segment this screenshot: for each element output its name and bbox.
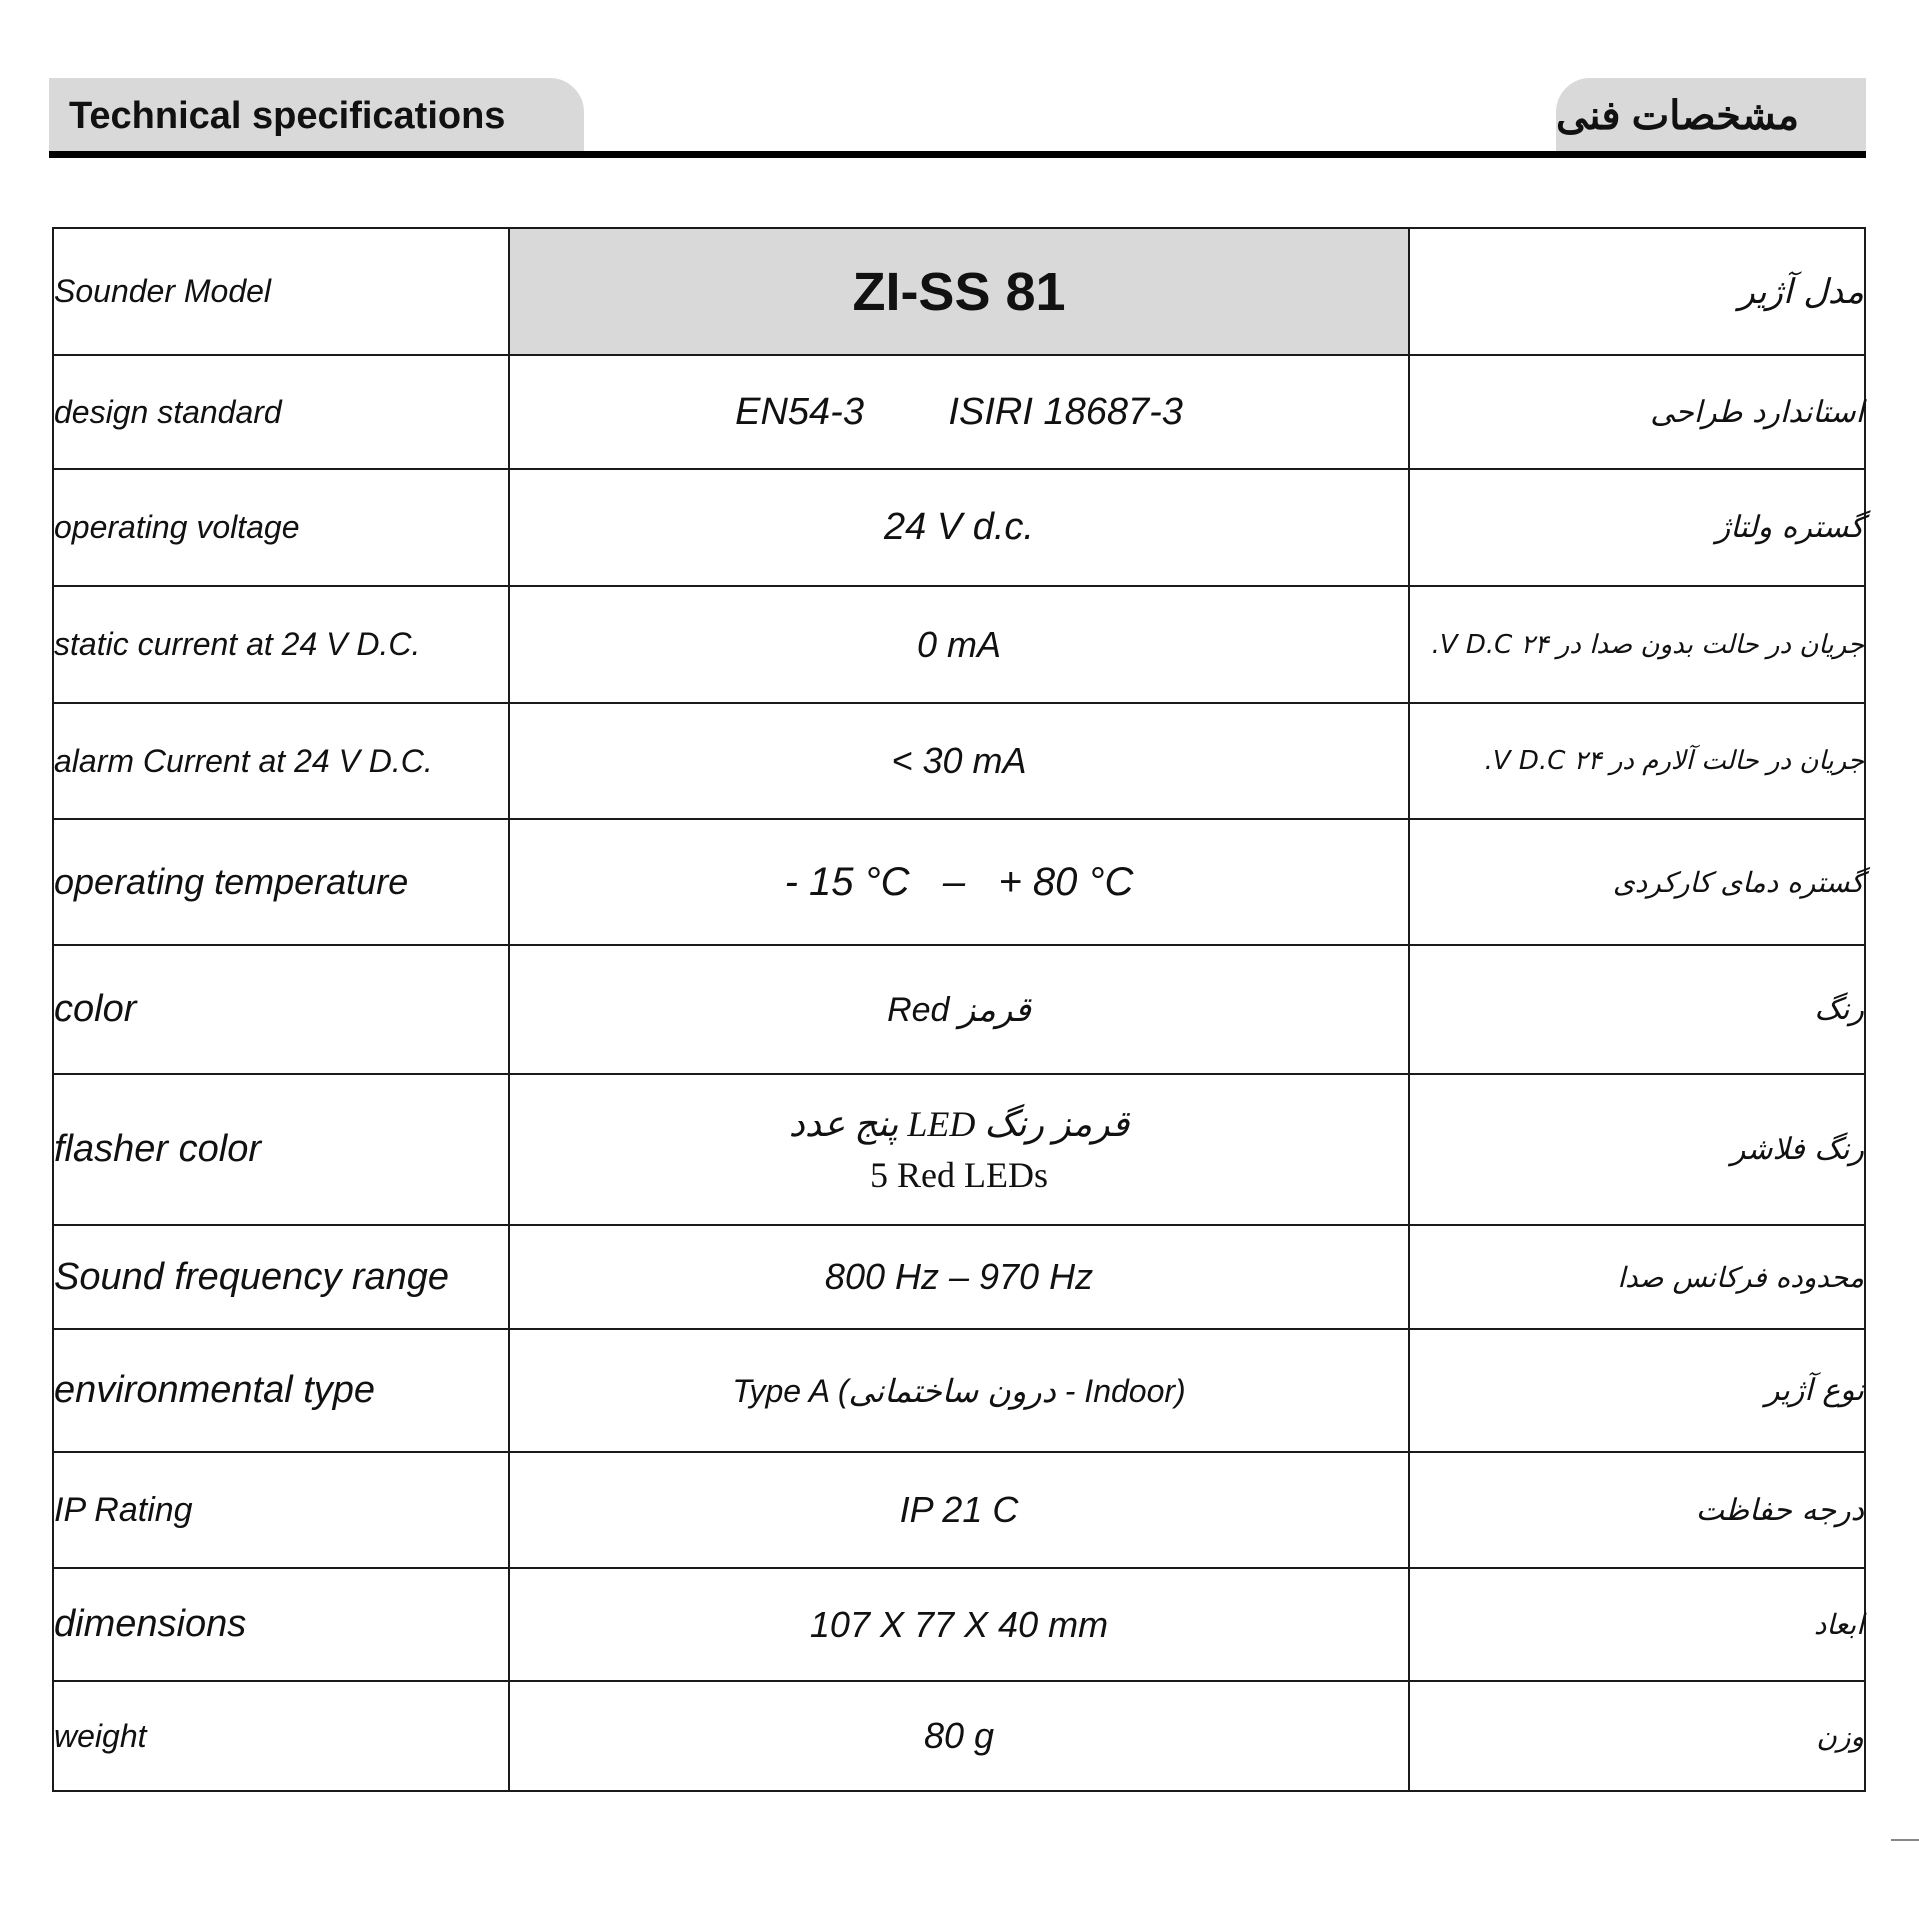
spec-row-standard bbox=[53, 355, 1865, 469]
spec-label-fa: مدل آژیر bbox=[1409, 228, 1865, 355]
spec-label-en: environmental type bbox=[53, 1329, 509, 1452]
spec-value: 24 V d.c. bbox=[509, 469, 1409, 586]
spec-row-voltage bbox=[53, 469, 1865, 586]
spec-label-fa: جریان در حالت بدون صدا در ۲۴ V D.C. bbox=[1409, 586, 1865, 703]
spec-label-fa: ابعاد bbox=[1409, 1568, 1865, 1681]
spec-row-color bbox=[53, 945, 1865, 1074]
spec-row-environment bbox=[53, 1329, 1865, 1452]
page-title-english: Technical specifications bbox=[69, 94, 506, 137]
spec-label-en: operating voltage bbox=[53, 469, 509, 586]
spec-label-en: IP Rating bbox=[53, 1452, 509, 1568]
spec-label-en: flasher color bbox=[53, 1074, 509, 1225]
spec-label-fa: رنگ فلاشر bbox=[1409, 1074, 1865, 1225]
spec-value: 80 g bbox=[509, 1681, 1409, 1791]
spec-label-fa: وزن bbox=[1409, 1681, 1865, 1791]
spec-table bbox=[52, 227, 1866, 1792]
spec-row-flasher bbox=[53, 1074, 1865, 1225]
spec-row-static-current bbox=[53, 586, 1865, 703]
spec-value: - 15 °C – + 80 °C bbox=[509, 819, 1409, 945]
title-tab-persian bbox=[1556, 78, 1866, 154]
spec-row-model bbox=[53, 228, 1865, 355]
page-edge-mark bbox=[1891, 1839, 1919, 1841]
spec-label-en: dimensions bbox=[53, 1568, 509, 1681]
spec-label-fa: گستره ولتاژ bbox=[1409, 469, 1865, 586]
page-title-persian: مشخصات فنی bbox=[1556, 94, 1800, 138]
spec-row-dimensions bbox=[53, 1568, 1865, 1681]
spec-value-persian: پنج عدد LED قرمز رنگ bbox=[788, 1104, 1130, 1145]
spec-value: 800 Hz – 970 Hz bbox=[509, 1225, 1409, 1329]
model-value: ZI-SS 81 bbox=[509, 228, 1409, 355]
spec-value: 0 mA bbox=[509, 586, 1409, 703]
spec-label-en: weight bbox=[53, 1681, 509, 1791]
spec-label-fa: نوع آژیر bbox=[1409, 1329, 1865, 1452]
spec-label-fa: جریان در حالت آلارم در ۲۴ V D.C. bbox=[1409, 703, 1865, 819]
header-rule bbox=[49, 151, 1866, 158]
spec-value: 107 X 77 X 40 mm bbox=[509, 1568, 1409, 1681]
spec-label-fa: استاندارد طراحی bbox=[1409, 355, 1865, 469]
spec-value-group bbox=[509, 1074, 1409, 1225]
spec-row-temperature bbox=[53, 819, 1865, 945]
spec-value: Red قرمز bbox=[509, 945, 1409, 1074]
spec-label-en: static current at 24 V D.C. bbox=[53, 586, 509, 703]
spec-label-en: design standard bbox=[53, 355, 509, 469]
spec-value: IP 21 C bbox=[509, 1452, 1409, 1568]
spec-label-en: alarm Current at 24 V D.C. bbox=[53, 703, 509, 819]
spec-value: EN54-3 ISIRI 18687-3 bbox=[509, 355, 1409, 469]
spec-label-fa: درجه حفاظت bbox=[1409, 1452, 1865, 1568]
spec-label-fa: رنگ bbox=[1409, 945, 1865, 1074]
title-tab-english bbox=[49, 78, 584, 154]
spec-label-en: Sound frequency range bbox=[53, 1225, 509, 1329]
spec-label-en: Sounder Model bbox=[53, 228, 509, 355]
spec-row-frequency bbox=[53, 1225, 1865, 1329]
spec-row-ip-rating bbox=[53, 1452, 1865, 1568]
spec-label-fa: محدوده فرکانس صدا bbox=[1409, 1225, 1865, 1329]
spec-value-english: 5 Red LEDs bbox=[870, 1154, 1048, 1195]
spec-value: < 30 mA bbox=[509, 703, 1409, 819]
spec-label-en: color bbox=[53, 945, 509, 1074]
spec-label-en: operating temperature bbox=[53, 819, 509, 945]
spec-label-fa: گستره دمای کارکردی bbox=[1409, 819, 1865, 945]
spec-row-alarm-current bbox=[53, 703, 1865, 819]
spec-row-weight bbox=[53, 1681, 1865, 1791]
spec-value: Type A (درون ساختمانی - Indoor) bbox=[509, 1329, 1409, 1452]
